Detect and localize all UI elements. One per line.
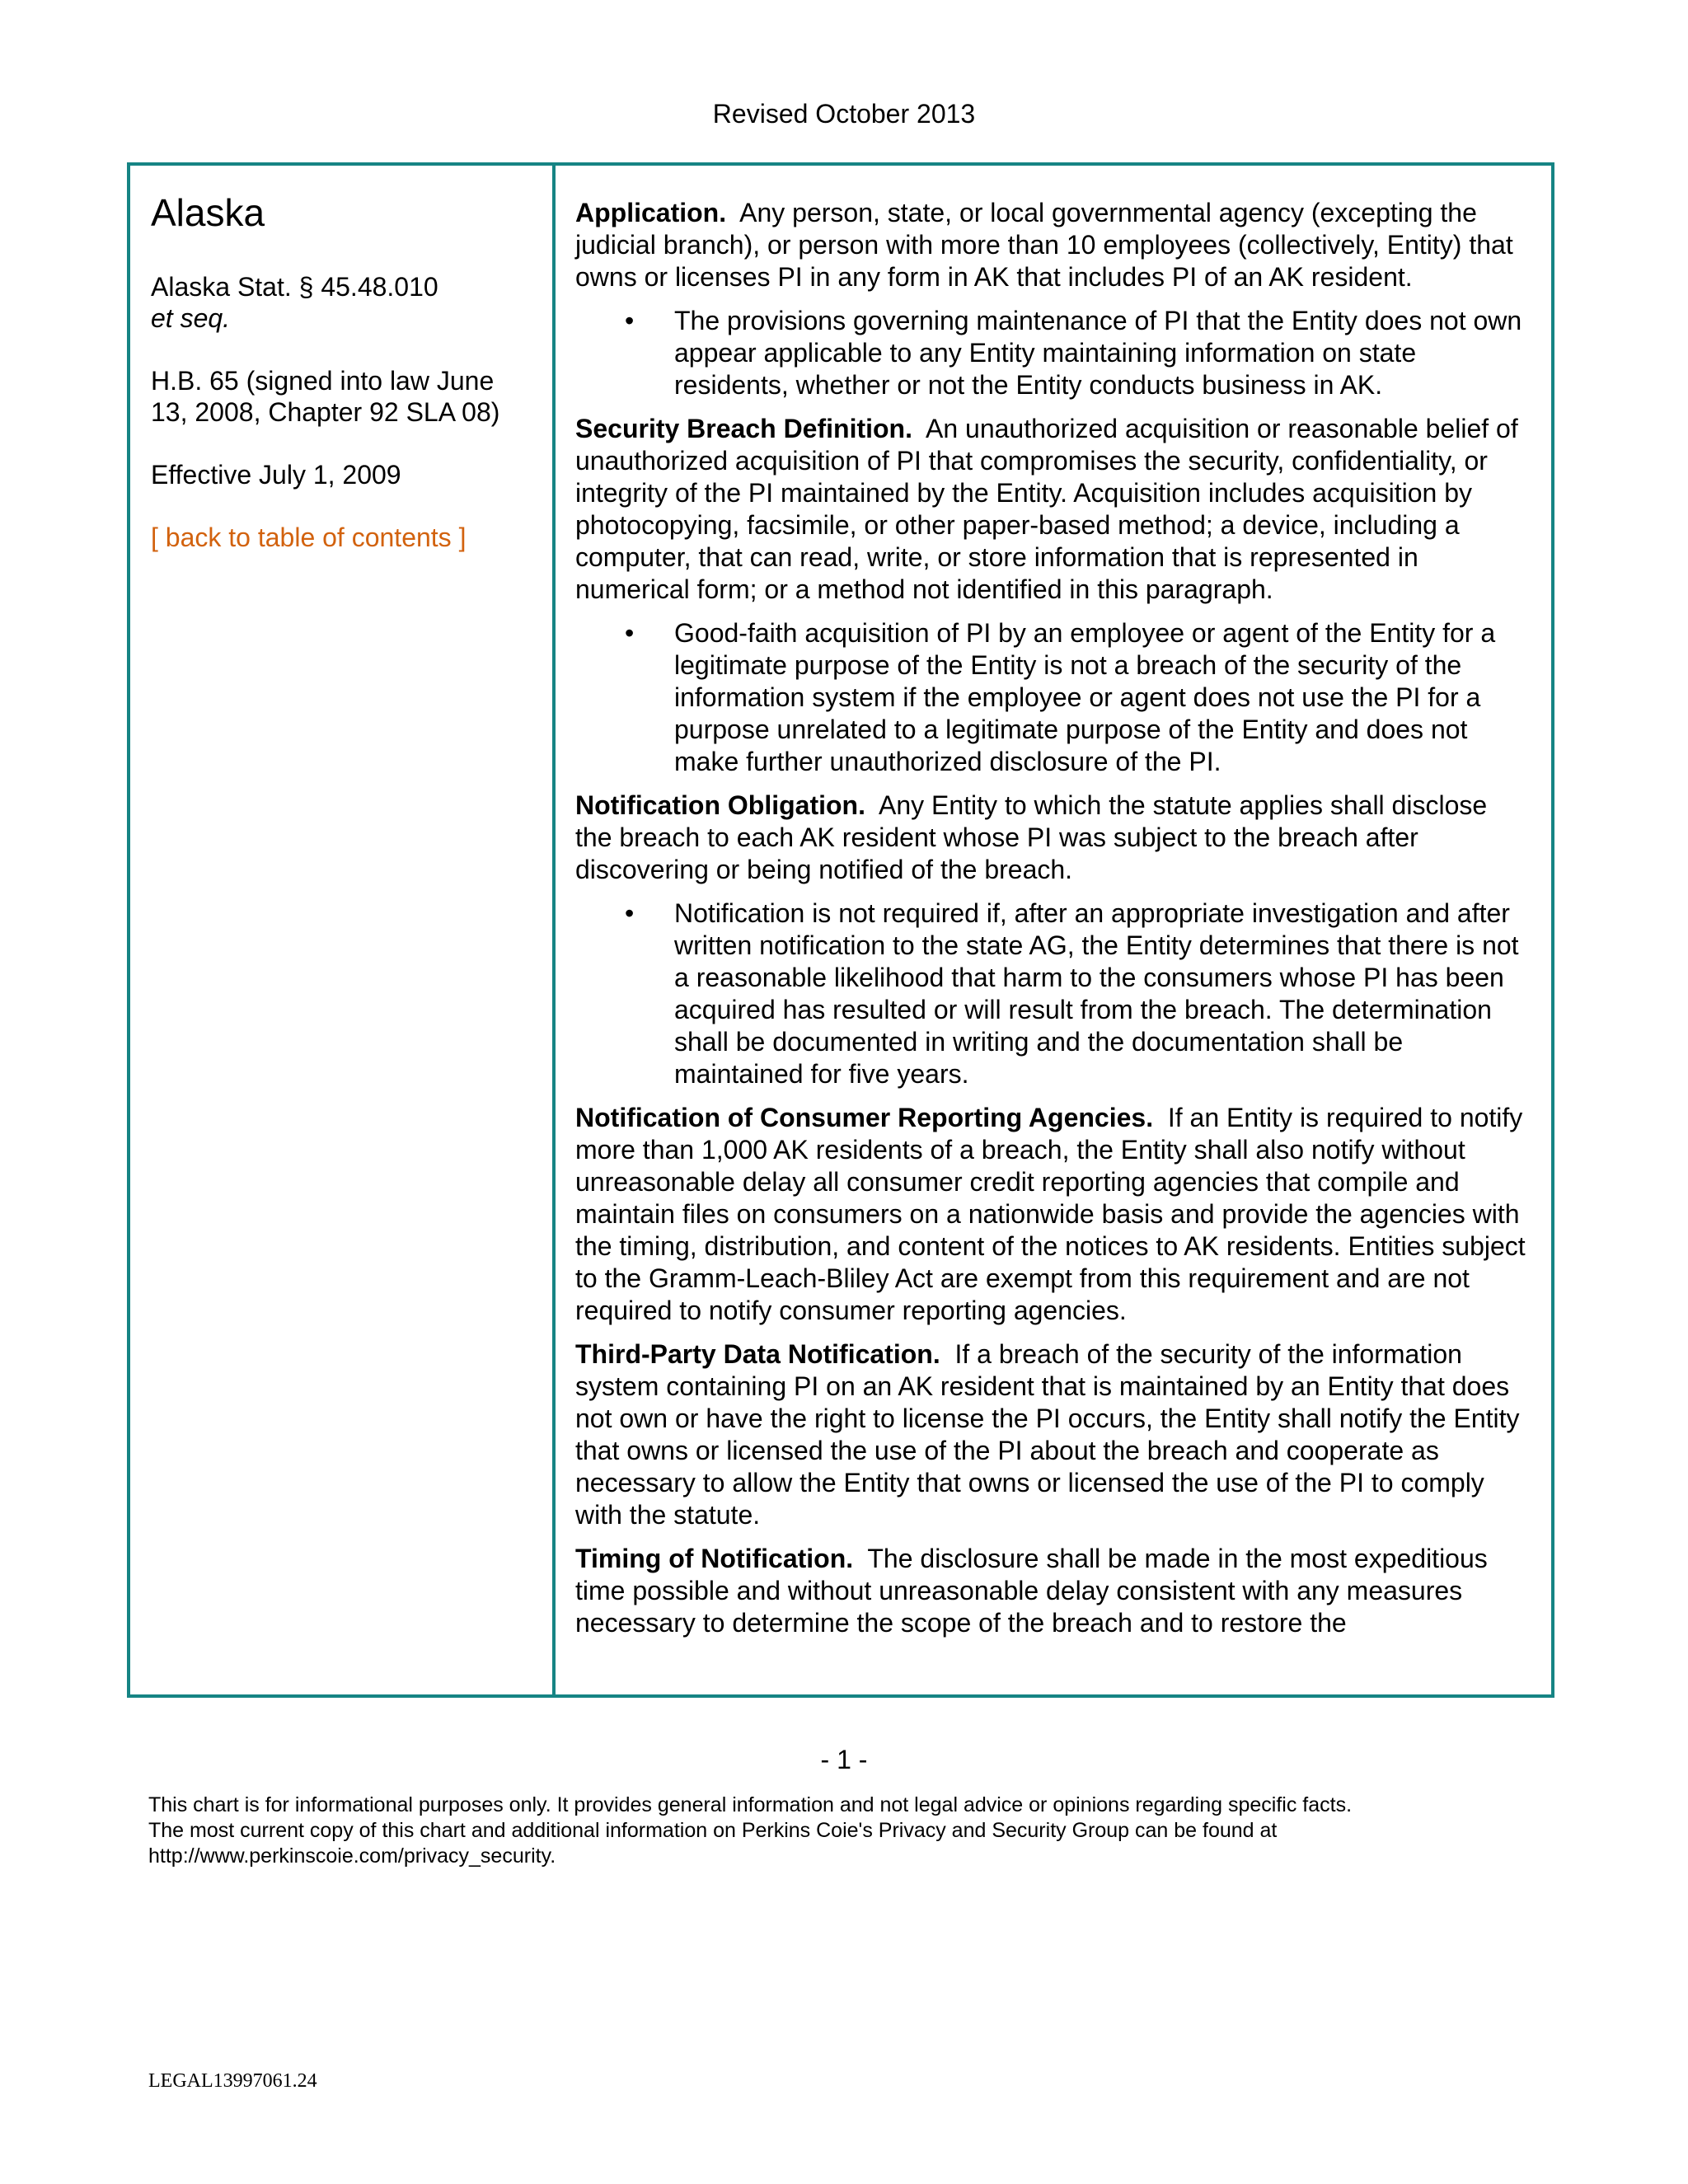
breach-definition-paragraph (575, 413, 1526, 606)
disclaimer-line: The most current copy of this chart and additional information on Perkins Coie's Privacy and Security Group can be found at (148, 1819, 1278, 1842)
breach-definition-body: An unauthorized acquisition or reasonable belief of unauthorized acquisition of PI that compromises the security, confidentiality, or integrity of the PI maintained by the Entity. Acquisition includes acquisition by photocopying, facsimile, or other paper-based method; a device, including a computer, that can read, write, or store information that is represented in numerical form; or a method not identified in this paragraph. (575, 414, 1518, 604)
notification-obligation-paragraph (575, 790, 1526, 886)
breach-definition-heading: Security Breach Definition. (575, 414, 912, 443)
timing-heading: Timing of Notification. (575, 1544, 854, 1573)
notification-obligation-bullet-text: Notification is not required if, after an appropriate investigation and after written notification to the state AG, the Entity determines that there is not a reasonable likelihood that harm to the consumers whose PI has been acquired has resulted or will result from the breach. The determination shall be documented in writing and the documentation shall be maintained for five years. (674, 898, 1519, 1089)
application-body: Any person, state, or local governmental agency (excepting the judicial branch), or person with more than 10 employees (collectively, Entity) that owns or licenses PI in any form in AK that includes PI of an AK resident. (575, 198, 1513, 292)
application-heading: Application. (575, 198, 727, 227)
back-to-toc-link[interactable]: [ back to table of contents ] (151, 523, 467, 552)
statute-citation (151, 271, 532, 334)
notification-obligation-bullet (575, 898, 1526, 1090)
state-name: Alaska (151, 191, 265, 234)
bill-info: H.B. 65 (signed into law June 13, 2008, Chapter 92 SLA 08) (151, 366, 500, 427)
effective-date: Effective July 1, 2009 (151, 460, 401, 490)
disclaimer-line: This chart is for informational purposes only. It provides general information and not legal advice or opinions regarding specific facts. (148, 1793, 1353, 1816)
statute-text: Alaska Stat. § 45.48.010 (151, 272, 438, 302)
consumer-reporting-body: If an Entity is required to notify more than 1,000 AK residents of a breach, the Entity shall also notify without unreasonable delay all consumer credit reporting agencies that compile and maintain files on consumers on a nationwide basis and provide the agencies with the timing, distribution, and content of the notices to AK residents. Entities subject to the Gramm-Leach-Bliley Act are exempt from this requirement and are not required to notify consumer reporting agencies. (575, 1103, 1526, 1325)
bullet-icon: • (625, 618, 635, 648)
statute-suffix: et seq. (151, 303, 231, 333)
page-number: - 1 - (820, 1745, 868, 1774)
bullet-icon: • (625, 306, 635, 335)
third-party-paragraph (575, 1338, 1526, 1531)
bullet-icon: • (625, 898, 635, 928)
consumer-reporting-heading: Notification of Consumer Reporting Agencies. (575, 1103, 1154, 1132)
third-party-heading: Third-Party Data Notification. (575, 1339, 940, 1369)
document-id: LEGAL13997061.24 (148, 2070, 317, 2092)
application-paragraph (575, 197, 1526, 293)
disclaimer (148, 1793, 1550, 1869)
third-party-body: If a breach of the security of the information system containing PI on an AK resident that is maintained by an Entity that does not own or have the right to license the PI occurs, the Entity shall notify the Entity that owns or licensed the use of the PI about the breach and cooperate as necessary to allow the Entity that owns or licensed the use of the PI to comply with the statute. (575, 1339, 1520, 1530)
disclaimer-url: http://www.perkinscoie.com/privacy_security. (148, 1844, 556, 1868)
timing-body: The disclosure shall be made in the most expeditious time possible and without unreasonable delay consistent with any measures necessary to determine the scope of the breach and to restore the (575, 1544, 1488, 1638)
state-info-column (130, 166, 556, 1694)
application-bullet (575, 305, 1526, 401)
application-bullet-text: The provisions governing maintenance of PI that the Entity does not own appear applicable to any Entity maintaining information on state residents, whether or not the Entity conducts business in AK. (674, 306, 1522, 400)
consumer-reporting-paragraph (575, 1102, 1526, 1327)
breach-definition-bullet-text: Good-faith acquisition of PI by an employee or agent of the Entity for a legitimate purpose of the Entity is not a breach of the security of the information system if the employee or agent does not use the PI for a purpose unrelated to a legitimate purpose of the Entity and does not make further unauthorized disclosure of the PI. (674, 618, 1496, 776)
breach-definition-bullet (575, 617, 1526, 778)
provisions-column (556, 166, 1551, 1694)
state-chart-table (127, 162, 1554, 1698)
notification-obligation-body: Any Entity to which the statute applies shall disclose the breach to each AK resident whose PI was subject to the breach after discovering or being notified of the breach. (575, 790, 1488, 884)
timing-paragraph (575, 1543, 1526, 1639)
revised-date: Revised October 2013 (712, 99, 976, 129)
notification-obligation-heading: Notification Obligation. (575, 790, 865, 820)
